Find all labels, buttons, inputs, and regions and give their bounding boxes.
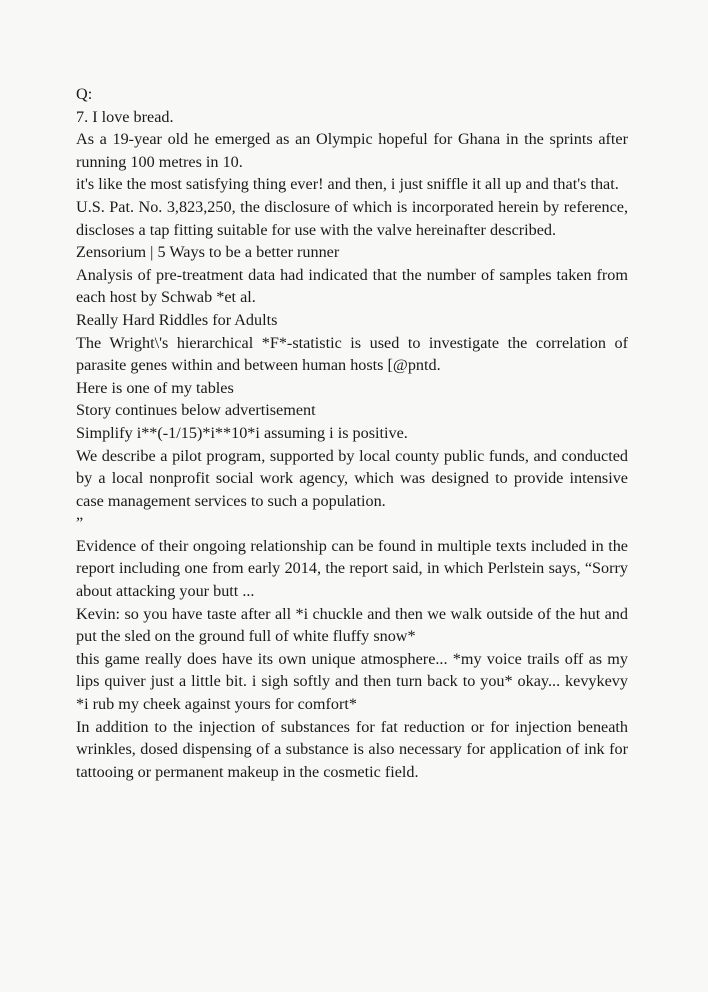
paragraph-simplify: Simplify i**(-1/15)*i**10*i assuming i is positive. — [76, 423, 408, 442]
paragraph-atmosphere: this game really does have its own unique atmosphere... *my voice trails off as my lips quiver just a little bit. i sigh softly and then turn back to you* okay... kevykevy *i rub my cheek against yours for comfort* — [76, 649, 628, 714]
paragraph-pilot-program: We describe a pilot program, supported by local county public funds, and conducted by a local nonprofit social work agency, which was designed to provide intensive case management services to such a population. — [76, 446, 628, 510]
paragraph-riddles: Really Hard Riddles for Adults — [76, 310, 278, 329]
paragraph-tables: Here is one of my tables — [76, 378, 234, 397]
paragraph-sniffle: it's like the most satisfying thing ever! and then, i just sniffle it all up and that's that. — [76, 175, 619, 194]
paragraph-wright: The Wright\'s hierarchical *F*-statistic is used to investigate the correlation of parasite genes within and between human hosts [@pntd. — [76, 333, 628, 375]
paragraph-kevin: Kevin: so you have taste after all *i chuckle and then we walk outside of the hut and put the sled on the ground full of white fluffy snow* — [76, 604, 628, 646]
paragraph-analysis: Analysis of pre-treatment data had indicated that the number of samples taken from each host by Schwab *et al. — [76, 265, 628, 307]
paragraph-zensorium: Zensorium | 5 Ways to be a better runner — [76, 243, 340, 262]
paragraph-olympic: As a 19-year old he emerged as an Olympic hopeful for Ghana in the sprints after running 100 metres in 10. — [76, 130, 628, 171]
paragraph-quote-mark: ” — [76, 514, 84, 533]
paragraph-bread: 7. I love bread. — [76, 107, 174, 126]
paragraph-story: Story continues below advertisement — [76, 401, 316, 420]
paragraph-evidence: Evidence of their ongoing relationship can be found in multiple texts included in the report including one from early 2014, the report said, in which Perlstein says, “Sorry about attacking your butt ... — [76, 536, 628, 601]
paragraph-q-label: Q: — [76, 85, 93, 103]
paragraph-injection: In addition to the injection of substances for fat reduction or for injection beneath wrinkles, dosed dispensing of a substance is also necessary for application of ink for tattooing or permanent makeup in the cosmetic field. — [76, 717, 628, 781]
document-text — [76, 83, 628, 783]
paragraph-patent: U.S. Pat. No. 3,823,250, the disclosure of which is incorporated herein by reference, discloses a tap fitting suitable for use with the valve hereinafter described. — [76, 197, 628, 239]
